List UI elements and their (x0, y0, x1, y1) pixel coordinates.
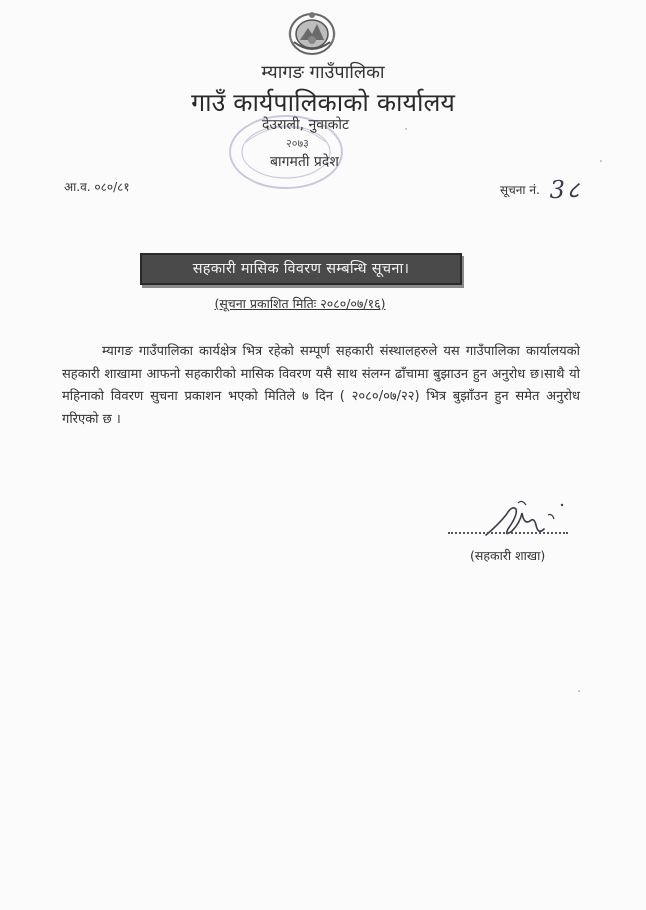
government-emblem-icon (286, 10, 338, 58)
signature-icon (478, 495, 568, 550)
office-address: देउराली, नुवाकोट (262, 117, 350, 133)
province-name: बागमती प्रदेश (270, 154, 339, 170)
scan-speck (405, 128, 407, 130)
published-date-text: (सूचना प्रकाशित मितिः २०८०/०७/१६) (214, 296, 386, 311)
notice-number (500, 173, 581, 206)
scan-speck (578, 690, 580, 692)
notice-title-box (140, 253, 462, 285)
established-year: २०७३ (286, 137, 309, 150)
scan-speck (600, 160, 602, 162)
notice-number-label: सूचना नं. (500, 183, 540, 197)
notice-title: सहकारी मासिक विवरण सम्बन्धि सूचना। (192, 261, 410, 277)
office-name: गाउँ कार्यपालिकाको कार्यालय (191, 88, 455, 117)
signature-line (448, 528, 568, 534)
fiscal-year: आ.व. ०८०/८१ (64, 180, 130, 194)
municipality-name: म्यागङ गाउँपालिका (261, 62, 385, 83)
published-date (0, 295, 600, 312)
notice-body: म्यागङ गाउँपालिका कार्यक्षेत्र भित्र रहेको सम्पूर्ण सहकारी संस्थालहरुले यस गाउँपालिका कार्यालयको सहकारी शाखामा आफनो सहकारीको मासिक विवरण यसै साथ संलग्न ढाँचामा बुझाउन हुन अनुरोध छ।साथै यो महिनाको विवरण सुचना प्रकाशन भएको मितिले ७ दिन ( २०८०/०७/२२) भित्र बुझाँउन हुन समेत अनुरोध गरिएको छ । (62, 344, 580, 427)
notice-number-value: 3८ (549, 176, 582, 204)
signature-department: (सहकारी शाखा) (470, 548, 546, 563)
